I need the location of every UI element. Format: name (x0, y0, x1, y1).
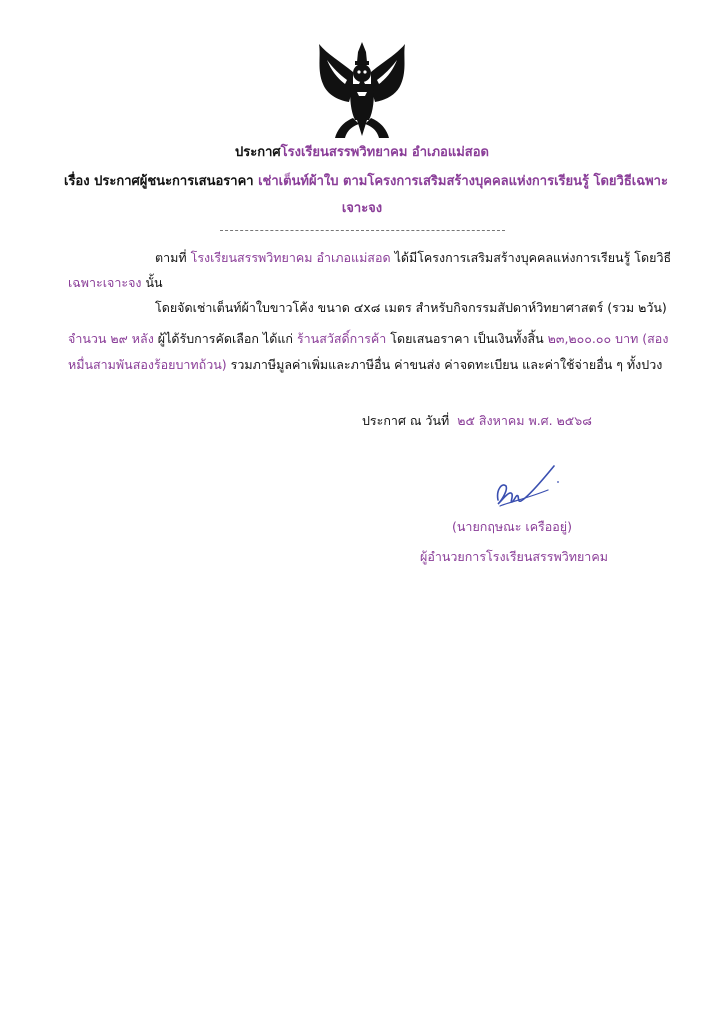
dashed-separator (220, 230, 505, 231)
title-prefix: ประกาศ (235, 145, 281, 160)
p1-ending: นั้น (145, 275, 163, 290)
p2-price-label: โดยเสนอราคา เป็นเงินทั้งสิ้น (390, 331, 544, 346)
paragraph-2-line-2 (68, 329, 668, 349)
announcement-title (0, 143, 724, 163)
subject-label: เรื่อง ประกาศผู้ชนะการเสนอราคา (64, 174, 254, 189)
handwritten-signature (488, 460, 564, 512)
paragraph-1-line-1 (155, 248, 671, 268)
subject-item: เช่าเต็นท์ผ้าใบ ตามโครงการเสริมสร้างบุคคลแห่งการเรียนรู้ โดยวิธีเฉพาะ (258, 174, 668, 189)
announce-label: ประกาศ ณ วันที่ (362, 413, 450, 428)
p2-amount: ๒๓,๒๐๐.๐๐ บาท (สอง (547, 331, 669, 346)
p1-method: เฉพาะเจาะจง (68, 275, 142, 290)
signer-name: (นายกฤษณะ เครืออยู่) (452, 519, 572, 534)
announce-date-line (362, 411, 592, 431)
p1-prefix: ตามที่ (155, 250, 187, 265)
p1-text: ได้มีโครงการเสริมสร้างบุคคลแห่งการเรียนรู้ โดยวิธี (394, 250, 672, 265)
title-school-name: โรงเรียนสรรพวิทยาคม อำเภอแม่สอด (280, 145, 489, 160)
p2-tax-text: รวมภาษีมูลค่าเพิ่มและภาษีอื่น ค่าขนส่ง ค่าจดทะเบียน และค่าใช้จ่ายอื่น ๆ ทั้งปวง (230, 357, 663, 372)
garuda-emblem-icon (313, 40, 411, 140)
announcement-subject (64, 172, 668, 192)
announce-date: ๒๕ สิงหาคม พ.ศ. ๒๕๖๘ (457, 413, 592, 428)
paragraph-2-line-3 (68, 355, 662, 375)
paragraph-2-line-1: โดยจัดเช่าเต็นท์ผ้าใบขาวโค้ง ขนาด ๔x๘ เมตร สำหรับกิจกรรมสัปดาห์วิทยาศาสตร์ (รวม ๒วัน) (155, 300, 667, 315)
subject-item-continued: เจาะจง (341, 201, 383, 216)
p2-amount-words: หมื่นสามพันสองร้อยบาทถ้วน) (68, 357, 227, 372)
p2-selected-label: ผู้ได้รับการคัดเลือก ได้แก่ (157, 331, 293, 346)
p2-quantity: จำนวน ๒๙ หลัง (68, 331, 154, 346)
p1-school-name: โรงเรียนสรรพวิทยาคม อำเภอแม่สอด (190, 250, 391, 265)
paragraph-1-line-2 (68, 273, 163, 293)
p2-vendor-name: ร้านสวัสดิ์การค้า (296, 331, 387, 346)
signer-position: ผู้อำนวยการโรงเรียนสรรพวิทยาคม (420, 549, 608, 564)
